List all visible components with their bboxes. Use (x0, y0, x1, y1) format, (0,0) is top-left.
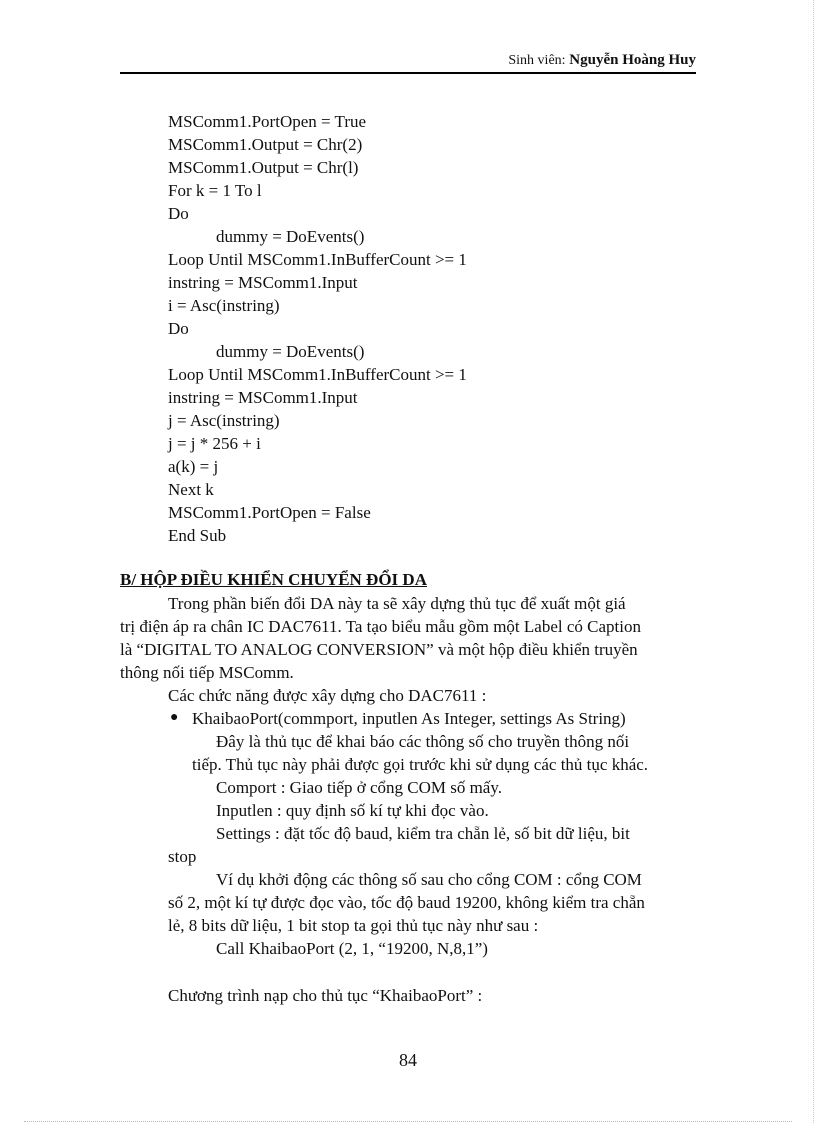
code-line: instring = MSComm1.Input (168, 388, 358, 407)
paragraph-line: lẻ, 8 bits dữ liệu, 1 bit stop ta gọi thủ tục này như sau : (168, 916, 539, 935)
section-title: B/ HỘP ĐIỀU KHIỂN CHUYỂN ĐỔI DA (120, 570, 427, 589)
right-edge-divider (813, 0, 814, 1123)
paragraph-line: trị điện áp ra chân IC DAC7611. Ta tạo biểu mẫu gồm một Label có Caption (120, 617, 641, 636)
paragraph-line: Đây là thủ tục để khai báo các thông số cho truyền thông nối (216, 732, 630, 751)
code-line: instring = MSComm1.Input (168, 273, 358, 292)
code-line: j = j * 256 + i (168, 434, 261, 453)
paragraph-line: tiếp. Thủ tục này phải được gọi trước khi sử dụng các thủ tục khác. (192, 755, 649, 774)
code-line: dummy = DoEvents() (216, 227, 365, 246)
footer-divider (24, 1121, 792, 1122)
param-line-comport: Comport : Giao tiếp ở cổng COM số mấy. (216, 778, 503, 797)
code-line: j = Asc(instring) (168, 411, 280, 430)
header-prefix: Sinh viên: (508, 53, 566, 68)
code-line: dummy = DoEvents() (216, 342, 365, 361)
code-line: MSComm1.Output = Chr(2) (168, 135, 363, 154)
paragraph-line: Các chức năng được xây dựng cho DAC7611 : (168, 686, 487, 705)
code-line: a(k) = j (168, 457, 219, 476)
paragraph-line: số 2, một kí tự được đọc vào, tốc độ baud 19200, không kiểm tra chẵn (168, 893, 645, 912)
code-line: For k = 1 To l (168, 181, 262, 200)
paragraph-line: stop (168, 847, 197, 866)
paragraph-line: Trong phần biến đổi DA này ta sẽ xây dựng thủ tục để xuất một giá (168, 594, 626, 613)
header-student-name: Nguyễn Hoàng Huy (569, 52, 696, 68)
code-line: i = Asc(instring) (168, 296, 280, 315)
code-line: Loop Until MSComm1.InBufferCount >= 1 (168, 365, 467, 384)
code-line: Do (168, 319, 189, 338)
code-line: End Sub (168, 526, 227, 545)
paragraph-line: Chương trình nạp cho thủ tục “KhaibaoPort” : (168, 986, 483, 1005)
page-number: 84 (399, 1050, 417, 1070)
paragraph-line: Ví dụ khởi động các thông số sau cho cổng COM : cổng COM (216, 870, 642, 889)
code-line: Do (168, 204, 189, 223)
paragraph-line: thông nối tiếp MSComm. (120, 663, 294, 682)
page-header (120, 52, 696, 69)
code-line: Next k (168, 480, 214, 499)
bullet-item-text: KhaibaoPort(commport, inputlen As Integer, settings As String) (192, 709, 626, 728)
bullet-icon: ● (170, 710, 179, 725)
param-line-inputlen: Inputlen : quy định số kí tự khi đọc vào. (216, 801, 489, 820)
code-example-line: Call KhaibaoPort (2, 1, “19200, N,8,1”) (216, 939, 488, 958)
param-line-settings: Settings : đặt tốc độ baud, kiểm tra chẵn lẻ, số bit dữ liệu, bit (216, 824, 630, 843)
header-rule (120, 72, 696, 74)
code-line: MSComm1.PortOpen = True (168, 112, 367, 131)
paragraph-line: là “DIGITAL TO ANALOG CONVERSION” và một hộp điều khiển truyền (120, 640, 638, 659)
code-line: MSComm1.PortOpen = False (168, 503, 371, 522)
code-line: MSComm1.Output = Chr(l) (168, 158, 359, 177)
code-line: Loop Until MSComm1.InBufferCount >= 1 (168, 250, 467, 269)
